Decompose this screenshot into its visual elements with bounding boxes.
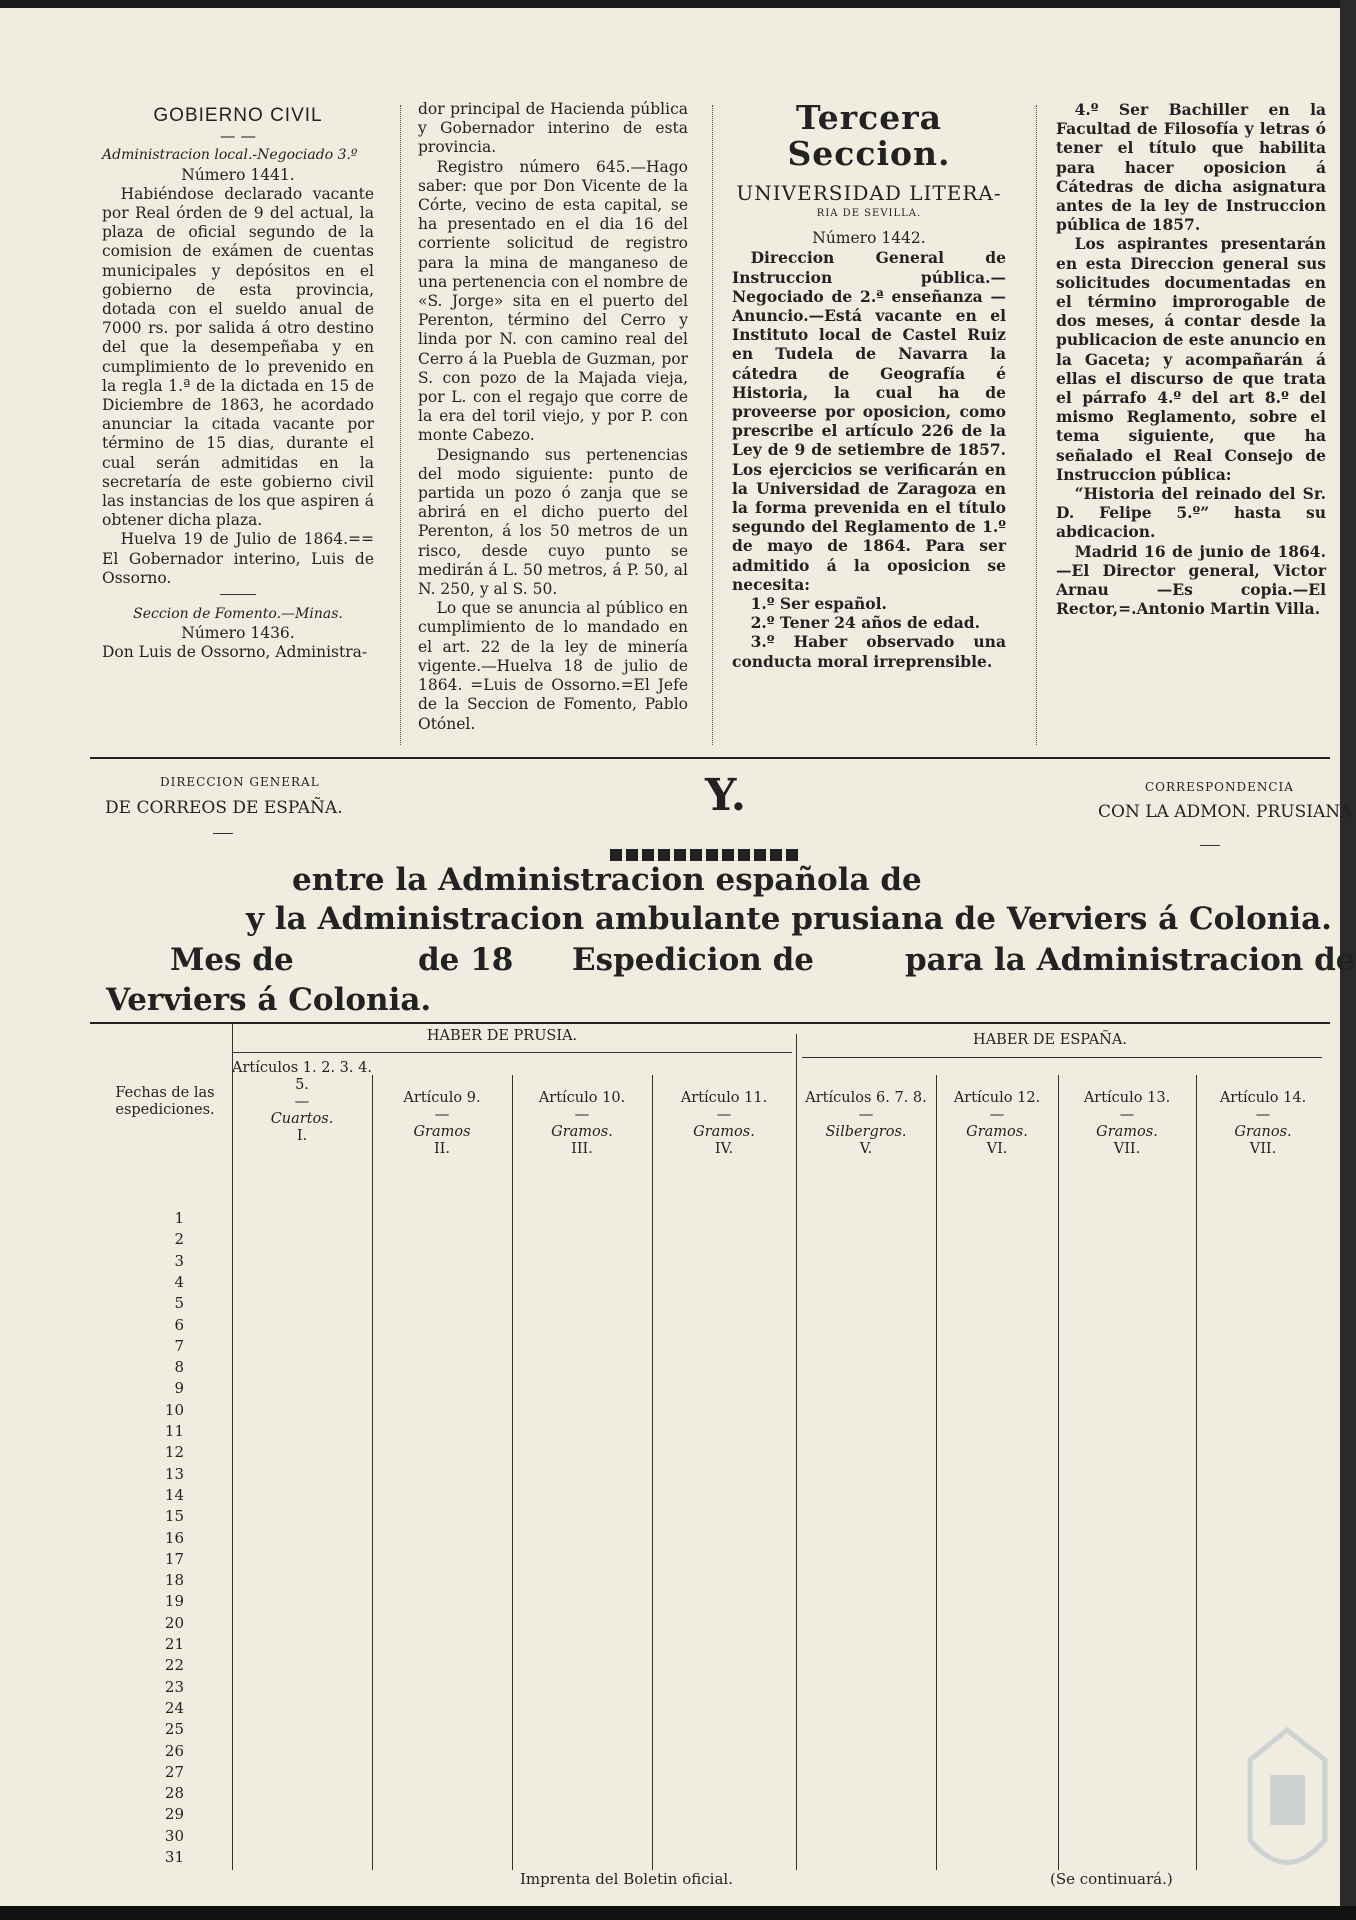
column-header <box>652 1090 796 1158</box>
footer-imprenta: Imprenta del Boletin oficial. <box>520 1870 733 1888</box>
table-top-rule <box>90 1022 1330 1024</box>
row-number: 3 <box>174 1251 184 1270</box>
column-rule <box>232 1024 233 1870</box>
form-letter: Y. <box>705 770 747 821</box>
row-number: 30 <box>164 1826 184 1845</box>
divider <box>220 594 256 595</box>
row-number: 14 <box>164 1485 184 1504</box>
row-number: 12 <box>164 1443 184 1462</box>
row-number: 19 <box>164 1592 184 1611</box>
notice-paragraph: Los aspirantes presentarán en esta Direccion general sus solicitudes documentadas en el término improrogable de dos meses, á contar desde la publicacion de este anuncio en la Gaceta; y acompañarán á ellas el discurso de que trata el párrafo 4.º del art 8.º del mismo Reglamento, sobre el tema siguiente, que ha señalado el Real Consejo de Instruccion pública: <box>1056 234 1326 484</box>
column-article: Artículos 6. 7. 8. <box>805 1090 927 1106</box>
row-number: 27 <box>164 1762 184 1781</box>
divider <box>1200 845 1220 846</box>
row-number: 31 <box>164 1848 184 1866</box>
column-unit: Gramos. <box>551 1124 613 1140</box>
column-roman: VII. <box>1249 1141 1277 1157</box>
column-rule <box>712 105 713 745</box>
row-number: 7 <box>174 1336 184 1355</box>
column-header <box>372 1090 512 1158</box>
column-dash: — <box>294 1094 310 1110</box>
row-number: 15 <box>164 1507 184 1526</box>
column-gobierno-civil <box>102 100 374 663</box>
section-title-gobierno-civil: GOBIERNO CIVIL <box>153 105 323 126</box>
notice-signature: Madrid 16 de junio de 1864. —El Director general, Victor Arnau —Es copia.—El Rector,=.Antonio Martin Villa. <box>1056 541 1326 619</box>
column-article: Artículo 14. <box>1219 1090 1307 1106</box>
column-article: Artículos 1. 2. 3. 4. 5. <box>232 1060 372 1093</box>
column-article: Artículo 9. <box>403 1090 481 1106</box>
row-number: 20 <box>164 1613 184 1632</box>
column-roman: I. <box>296 1128 308 1144</box>
notice-number: Número 1442. <box>812 229 926 248</box>
notice-paragraph: dor principal de Hacienda pública y Gobernador interino de esta provincia. <box>418 100 688 157</box>
direccion-general-label: DIRECCION GENERAL <box>160 775 320 789</box>
notice-paragraph: Registro número 645.—Hago saber: que por Don Vicente de la Córte, vecino de esta capital, se ha presentado en el dia 16 del corriente solicitud de registro para la mina de manganeso de una pertenencia con el nombre de «S. Jorge» sita en el puerto del Perenton, término del Cerro y linda por N. con camino real del Cerro á la Puebla de Guzman, por S. con pozo de la Majada vieja, por L. con el regajo que corre de la era del toril viejo, y por P. con monte Cabezo. <box>418 157 688 445</box>
column-header <box>936 1090 1058 1158</box>
row-number: 1 <box>174 1209 184 1227</box>
row-number: 17 <box>164 1549 184 1568</box>
column-rule <box>936 1075 937 1870</box>
row-number: 29 <box>164 1805 184 1824</box>
row-number: 22 <box>164 1656 184 1675</box>
column-roman: II. <box>433 1141 451 1157</box>
row-number: 9 <box>174 1379 184 1398</box>
column-header <box>1196 1090 1330 1158</box>
notice-paragraph: Lo que se anuncia al público en cumplimiento de lo mandado en el art. 22 de la ley de minería vigente.—Huelva 18 de julio de 1864. =Luis de Ossorno.=El Jefe de la Seccion de Fomento, Pablo Otónel. <box>418 599 688 733</box>
column-rule <box>1036 105 1037 745</box>
notice-paragraph: Direccion General de Instruccion pública.—Negociado de 2.ª enseñanza —Anuncio.—Está vacante en el Instituto local de Castel Ruiz en Tudela de Navarra la cátedra de Geografía é Historia, la cual ha de proveerse por oposicion, como prescribe el artículo 226 de la Ley de 9 de setiembre de 1857. Los ejercicios se verificarán en la Universidad de Zaragoza en la forma prevenida en el título segundo del Reglamento de 1.º de mayo de 1864. Para ser admitido á la oposicion se necesita: <box>732 248 1006 594</box>
column-header <box>232 1060 372 1145</box>
notice-number: Número 1441. <box>181 165 295 184</box>
column-rule <box>796 1034 797 1870</box>
watermark-crest-icon <box>1240 1720 1335 1890</box>
requirement-item: 4.º Ser Bachiller en la Facultad de Filosofía y letras ó tener el título que habilita para hacer oposicion á Cátedras de dicha asignatura antes de la ley de Instruccion pública de 1857. <box>1056 100 1326 235</box>
column-rule <box>512 1075 513 1870</box>
column-header <box>796 1090 936 1158</box>
footer-continua: (Se continuará.) <box>1050 1870 1173 1888</box>
column-article: Artículo 13. <box>1083 1090 1171 1106</box>
row-number: 16 <box>164 1528 184 1547</box>
row-number: 21 <box>164 1635 184 1653</box>
form-title-line: Mes de <box>170 942 294 978</box>
subtitle-negociado: Administracion local.-Negociado 3.º <box>102 147 358 164</box>
column-article: Artículo 11. <box>680 1090 768 1106</box>
row-number: 6 <box>174 1315 184 1334</box>
column-unit: Gramos <box>413 1124 471 1140</box>
column-mining-notice <box>418 100 688 734</box>
subtitle-fomento: Seccion de Fomento.—Minas. <box>133 606 343 623</box>
row-number: 13 <box>164 1464 184 1483</box>
column-unit: Gramos. <box>693 1124 755 1140</box>
column-header <box>512 1090 652 1158</box>
column-dash: — <box>1255 1107 1271 1123</box>
column-unit: Gramos. <box>966 1124 1028 1140</box>
fechas-header: Fechas de las espediciones. <box>115 1085 215 1118</box>
notice-signature: Huelva 19 de Julio de 1864.== El Gobernador interino, Luis de Ossorno. <box>102 530 374 587</box>
row-number: 25 <box>164 1720 184 1739</box>
column-dash: — <box>989 1107 1005 1123</box>
column-tercera-seccion <box>732 100 1006 671</box>
column-university-continued <box>1056 100 1326 618</box>
row-number: 23 <box>164 1677 184 1696</box>
row-number: 2 <box>174 1230 184 1249</box>
column-dash: — <box>434 1107 450 1123</box>
column-dash: — <box>716 1107 732 1123</box>
column-roman: V. <box>859 1141 873 1157</box>
row-number: 11 <box>164 1422 184 1440</box>
section-divider <box>90 757 1330 759</box>
notice-number: Número 1436. <box>181 624 295 643</box>
row-number: 4 <box>174 1272 184 1291</box>
page-edge-top <box>0 0 1356 8</box>
form-title-line: para la Administracion de <box>905 942 1356 978</box>
column-unit: Gramos. <box>1096 1124 1158 1140</box>
requirement-item: 2.º Tener 24 años de edad. <box>750 613 981 633</box>
notice-paragraph: Don Luis de Ossorno, Administra- <box>102 643 368 662</box>
correos-label: DE CORREOS DE ESPAÑA. <box>105 798 343 818</box>
group-rule <box>232 1052 792 1053</box>
form-title-line: y la Administracion ambulante prusiana de Verviers á Colonia. <box>246 901 1332 937</box>
column-rule <box>372 1075 373 1870</box>
group-header-espana: HABER DE ESPAÑA. <box>973 1032 1127 1048</box>
group-header-prusia: HABER DE PRUSIA. <box>426 1028 578 1044</box>
column-roman: III. <box>571 1141 593 1157</box>
row-number: 28 <box>164 1784 184 1803</box>
row-number: 10 <box>164 1400 184 1419</box>
form-title-line: entre la Administracion española de <box>292 862 922 898</box>
column-article: Artículo 12. <box>953 1090 1041 1106</box>
row-number: 24 <box>164 1698 184 1717</box>
column-dash: — <box>574 1107 590 1123</box>
notice-paragraph: Designando sus pertenencias del modo siguiente: punto de partida un pozo ó zanja que se abrirá en el dicho puerto del Perenton, á los 50 metros de un risco, desde cuyo punto se medirán á L. 50 metros, á P. 50, al N. 250, y al S. 50. <box>418 445 688 599</box>
divider <box>213 833 233 834</box>
column-unit: Cuartos. <box>270 1111 334 1127</box>
column-rule <box>1196 1075 1197 1870</box>
cuenta-ornamental-heading <box>610 849 800 861</box>
notice-paragraph: Habiéndose declarado vacante por Real órden de 9 del actual, la plaza de oficial segundo de la comision de exámen de cuentas municipales y depósitos en el gobierno de esta provincia, dotada con el sueldo anual de 7000 rs. por salida á otro destino del que la desempeñaba y en cumplimiento de lo prevenido en la regla 1.ª de la dictada en 15 de Diciembre de 1863, he acordado anunciar la citada vacante por término de 15 dias, durante el cual serán admitidas en la secretaría de este gobierno civil las instancias de los que aspiren á obtener dicha plaza. <box>102 184 374 530</box>
column-rule <box>1058 1075 1059 1870</box>
row-number: 18 <box>164 1571 184 1590</box>
notice-paragraph: “Historia del reinado del Sr. D. Felipe 5.º” hasta su abdicacion. <box>1056 484 1326 542</box>
column-dash: — <box>1119 1107 1135 1123</box>
group-rule <box>802 1057 1322 1058</box>
requirement-item: 3.º Haber observado una conducta moral irreprensible. <box>732 632 1006 671</box>
row-number: 26 <box>164 1741 184 1760</box>
title-dash: — — <box>220 127 256 146</box>
row-number: 8 <box>174 1358 184 1377</box>
column-roman: IV. <box>714 1141 734 1157</box>
row-number: 5 <box>174 1294 184 1313</box>
column-unit: Silbergros. <box>825 1124 907 1140</box>
column-roman: VII. <box>1113 1141 1141 1157</box>
form-title-line: de 18 <box>418 942 514 978</box>
section-title-tercera: Tercera Seccion. <box>787 98 951 173</box>
column-article: Artículo 10. <box>538 1090 626 1106</box>
university-heading: UNIVERSIDAD LITERA- <box>736 181 1002 205</box>
form-title-line: Verviers á Colonia. <box>106 982 432 1018</box>
university-heading-sub: RIA DE SEVILLA. <box>816 208 922 219</box>
column-rule <box>652 1075 653 1870</box>
column-unit: Granos. <box>1234 1124 1292 1140</box>
requirement-item: 1.º Ser español. <box>750 594 887 614</box>
form-title-line: Espedicion de <box>572 942 814 978</box>
page-edge-bottom <box>0 1906 1356 1920</box>
column-roman: VI. <box>986 1141 1008 1157</box>
correspondencia-label: CORRESPONDENCIA <box>1145 780 1294 794</box>
column-header <box>1058 1090 1196 1158</box>
admon-prusiana-label: CON LA ADMON. PRUSIANA <box>1098 802 1353 822</box>
column-rule <box>400 105 401 745</box>
column-dash: — <box>858 1107 874 1123</box>
